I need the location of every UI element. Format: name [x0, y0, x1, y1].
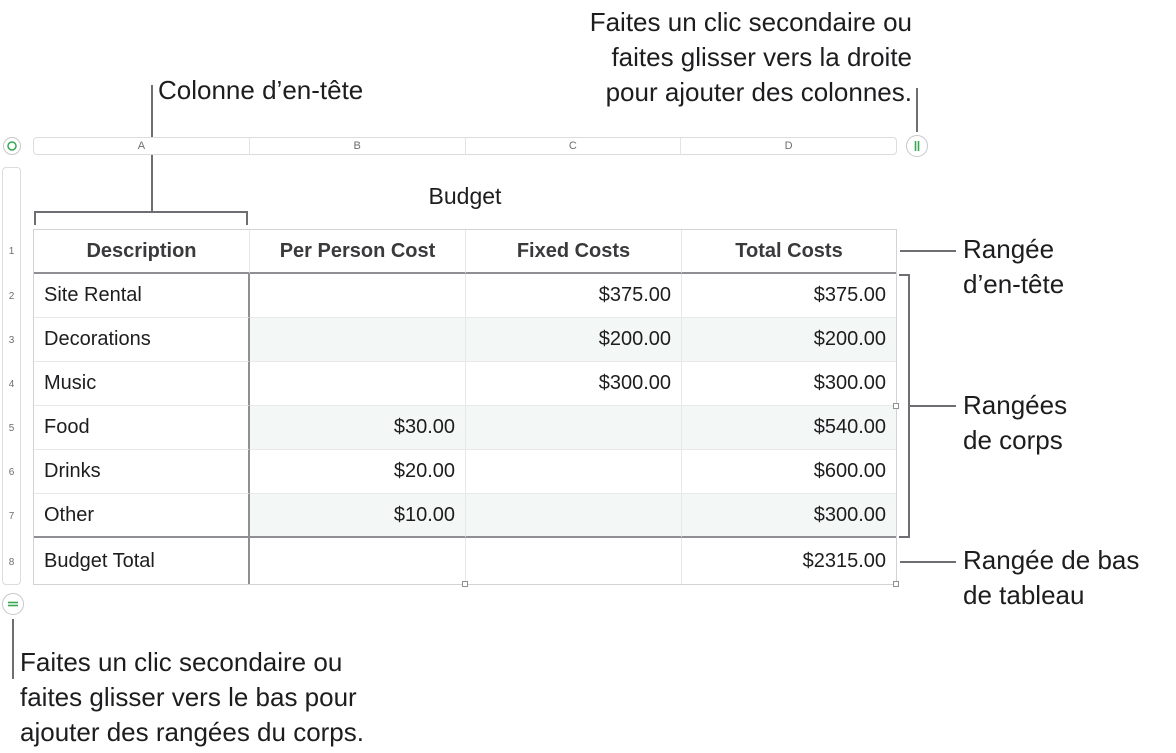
footer-cell[interactable] — [250, 538, 466, 584]
table-cell[interactable] — [250, 362, 466, 406]
table-cell[interactable]: $540.00 — [682, 406, 896, 450]
table-cell[interactable]: $200.00 — [682, 318, 896, 362]
footer-row-callout — [963, 543, 1139, 613]
table-cell[interactable] — [250, 318, 466, 362]
header-column-callout: Colonne d’en-tête — [158, 75, 364, 105]
add-rows-line-3: ajouter des rangées du corps. — [20, 717, 364, 747]
column-handle-icon — [912, 140, 922, 152]
footer-cell-total[interactable]: $2315.00 — [802, 549, 886, 572]
column-letter-bar — [33, 137, 897, 155]
row-number-7[interactable]: 7 — [8, 511, 15, 522]
header-row-line-1: Rangée — [963, 234, 1055, 264]
circle-icon — [7, 141, 17, 151]
table-cell[interactable]: Food — [34, 406, 250, 450]
table-cell[interactable] — [466, 406, 682, 450]
column-letter-b[interactable]: B — [250, 138, 466, 154]
footer-cell-label[interactable]: Budget Total — [34, 538, 250, 584]
table-cell[interactable] — [466, 450, 682, 494]
row-number-bar — [2, 167, 21, 585]
add-rows-line-2: faites glisser vers le bas pour — [20, 682, 357, 712]
add-columns-line-1: Faites un clic secondaire ou — [589, 7, 912, 37]
table-cell[interactable]: $20.00 — [250, 450, 466, 494]
row-number-8[interactable]: 8 — [8, 557, 15, 568]
table-cell[interactable]: $300.00 — [466, 362, 682, 406]
header-row-line-2: d’en-tête — [963, 269, 1065, 299]
body-rows-line-1: Rangées — [963, 390, 1068, 420]
table-cell[interactable]: $300.00 — [682, 362, 896, 406]
table-cell[interactable]: $375.00 — [466, 274, 682, 318]
add-rows-line-1: Faites un clic secondaire ou — [20, 647, 343, 677]
row-number-6[interactable]: 6 — [8, 467, 15, 478]
add-columns-callout — [540, 5, 912, 110]
header-cell-description[interactable]: Description — [34, 230, 250, 274]
column-letter-d[interactable]: D — [784, 140, 793, 152]
footer-row-leader-line — [900, 561, 956, 563]
header-row-callout — [963, 232, 1064, 302]
body-rows-bracket — [899, 274, 910, 538]
column-letter-c[interactable]: C — [466, 138, 682, 154]
footer-row-line-2: de tableau — [963, 580, 1085, 610]
add-rows-leader-line — [12, 619, 14, 679]
add-columns-leader-line — [916, 88, 918, 132]
row-number-1[interactable]: 1 — [8, 246, 15, 257]
table-cell[interactable]: Decorations — [34, 318, 250, 362]
resize-handle-corner[interactable] — [893, 581, 899, 587]
table-cell[interactable] — [466, 494, 682, 538]
table-cell[interactable]: $10.00 — [250, 494, 466, 538]
add-rows-callout — [20, 645, 364, 750]
resize-handle-bottom[interactable] — [462, 581, 468, 587]
table-cell[interactable]: Music — [34, 362, 250, 406]
table-cell[interactable]: Site Rental — [34, 274, 250, 318]
budget-table[interactable] — [33, 229, 897, 585]
table-cell[interactable]: Other — [34, 494, 250, 538]
row-number-4[interactable]: 4 — [8, 379, 15, 390]
add-columns-handle[interactable] — [906, 135, 928, 157]
row-handle-icon — [7, 599, 19, 609]
footer-cell[interactable] — [466, 538, 682, 584]
body-rows-leader-line — [910, 405, 956, 407]
row-number-2[interactable]: 2 — [8, 291, 15, 302]
table-title[interactable]: Budget — [428, 183, 502, 209]
column-letter-a[interactable]: A — [34, 138, 250, 154]
table-cell[interactable]: Drinks — [34, 450, 250, 494]
header-column-bracket — [34, 211, 248, 225]
table-cell[interactable]: $600.00 — [682, 450, 896, 494]
table-cell[interactable]: $300.00 — [682, 494, 896, 538]
table-cell[interactable] — [250, 274, 466, 318]
body-rows-line-2: de corps — [963, 425, 1063, 455]
select-table-button[interactable] — [3, 137, 21, 155]
add-rows-handle[interactable] — [2, 593, 24, 615]
header-row-leader-line — [900, 250, 956, 252]
row-number-3[interactable]: 3 — [8, 335, 15, 346]
header-cell-per-person-cost[interactable]: Per Person Cost — [250, 230, 466, 274]
table-cell[interactable]: $375.00 — [682, 274, 896, 318]
header-cell-fixed-costs[interactable]: Fixed Costs — [466, 230, 682, 274]
row-number-5[interactable]: 5 — [8, 423, 15, 434]
table-cell[interactable]: $30.00 — [250, 406, 466, 450]
add-columns-line-3: pour ajouter des colonnes. — [605, 77, 912, 107]
footer-row-line-1: Rangée de bas — [963, 545, 1140, 575]
header-cell-total-costs[interactable]: Total Costs — [682, 230, 896, 274]
body-rows-callout — [963, 388, 1067, 458]
table-cell[interactable]: $200.00 — [466, 318, 682, 362]
add-columns-line-2: faites glisser vers la droite — [611, 42, 912, 72]
